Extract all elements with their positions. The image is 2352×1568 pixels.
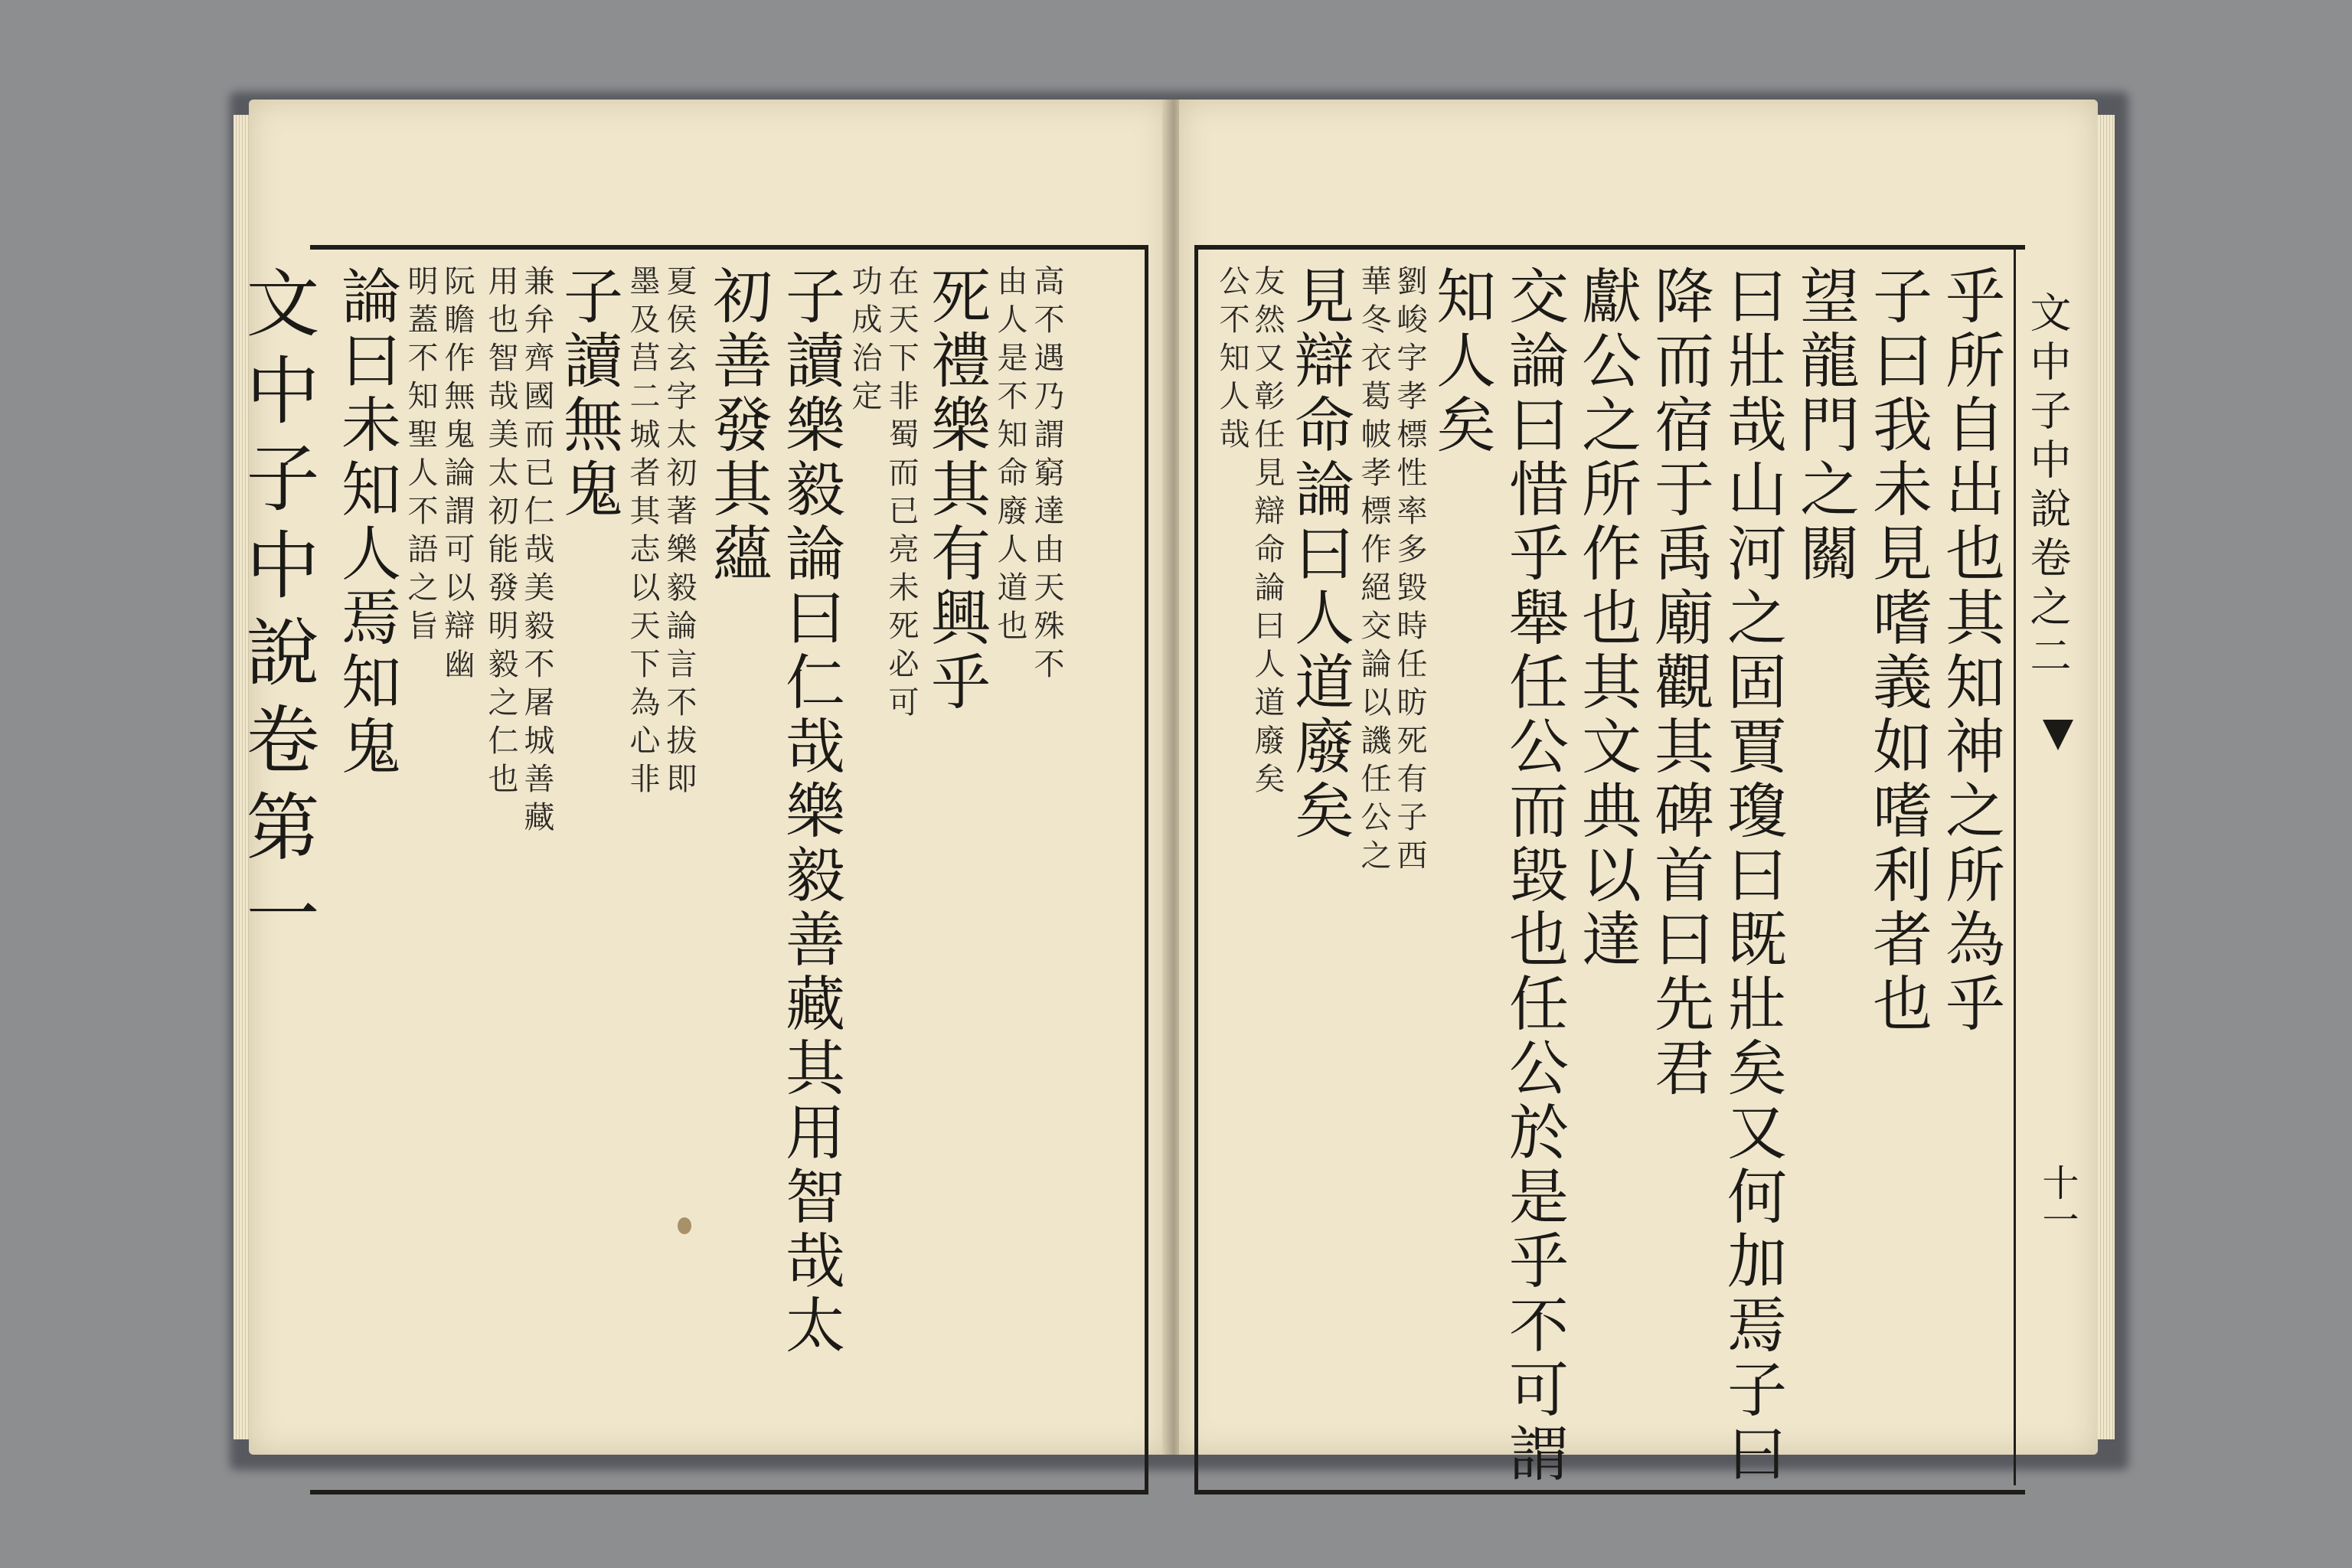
annotation-column: 友然又彰任見辯命論曰人道廢矣 <box>1250 265 1285 801</box>
text-column: 乎所自出也其知神之所為乎 <box>1936 265 2004 1037</box>
text-column: 見辯命論曰人道廢矣 <box>1285 265 1354 844</box>
annotation-column: 公不知人哉 <box>1214 265 1250 456</box>
text-column: 獻公之所作也其文典以達 <box>1572 265 1641 972</box>
chapter-title: 文中子中說卷第一 <box>234 265 320 963</box>
text-column: 死禮樂其有興乎 <box>921 265 990 715</box>
text-column: 子曰我未見嗜義如嗜利者也 <box>1863 265 1932 1037</box>
text-column: 論曰未知人焉知鬼 <box>332 265 400 779</box>
text-column: 子讀樂毅論曰仁哉樂毅善藏其用智哉太 <box>776 265 844 1358</box>
annotation-column: 用也智哉美太初能發明毅之仁也 <box>483 265 518 801</box>
text-column: 曰壯哉山河之固賈瓊曰既壯矣又何加焉子曰 <box>1717 265 1786 1487</box>
left-text-frame <box>234 245 1148 1494</box>
running-title: 文中子中說卷之二 <box>2024 291 2072 683</box>
text-column: 知人矣 <box>1426 265 1495 458</box>
annotation-column: 功成治定 <box>847 265 882 418</box>
text-column: 望龍門之關 <box>1790 265 1859 586</box>
annotation-column: 兼弁齊國而已仁哉美毅不屠城善藏 <box>519 265 554 839</box>
left-page <box>234 100 1168 1455</box>
annotation-column: 由人是不知命廢人道也 <box>992 265 1027 648</box>
annotation-column: 阮瞻作無鬼論謂可以辯幽 <box>439 265 475 686</box>
annotation-column: 夏侯玄字太初著樂毅論言不拔即 <box>662 265 697 801</box>
right-page-edges <box>2098 115 2115 1439</box>
folio-number: 十一 <box>2036 1164 2079 1237</box>
annotation-column: 墨及莒二城者其志以天下為心非 <box>625 265 660 801</box>
text-column: 降而宿于禹廟觀其碑首曰先君 <box>1645 265 1713 1101</box>
stain-mark <box>678 1217 691 1234</box>
right-page <box>1179 100 2098 1487</box>
annotation-column: 高不遇乃謂窮達由天殊不 <box>1029 265 1064 686</box>
text-column: 交論曰惜乎舉任公而毀也任公於是乎不可謂 <box>1499 265 1568 1487</box>
text-column: 子讀無鬼 <box>554 265 622 522</box>
page-margin-header <box>2014 245 2085 1485</box>
text-column: 初善發其蘊 <box>703 265 772 586</box>
right-text-frame <box>1194 245 2025 1494</box>
annotation-column: 在天下非蜀而已亮未死必可 <box>884 265 919 724</box>
annotation-column: 華冬衣葛帔孝標作絕交論以譏任公之 <box>1356 265 1391 877</box>
annotation-column: 劉峻字孝標性率多毀時任昉死有子西 <box>1392 265 1427 877</box>
annotation-column: 明蓋不知聖人不語之旨 <box>403 265 438 648</box>
